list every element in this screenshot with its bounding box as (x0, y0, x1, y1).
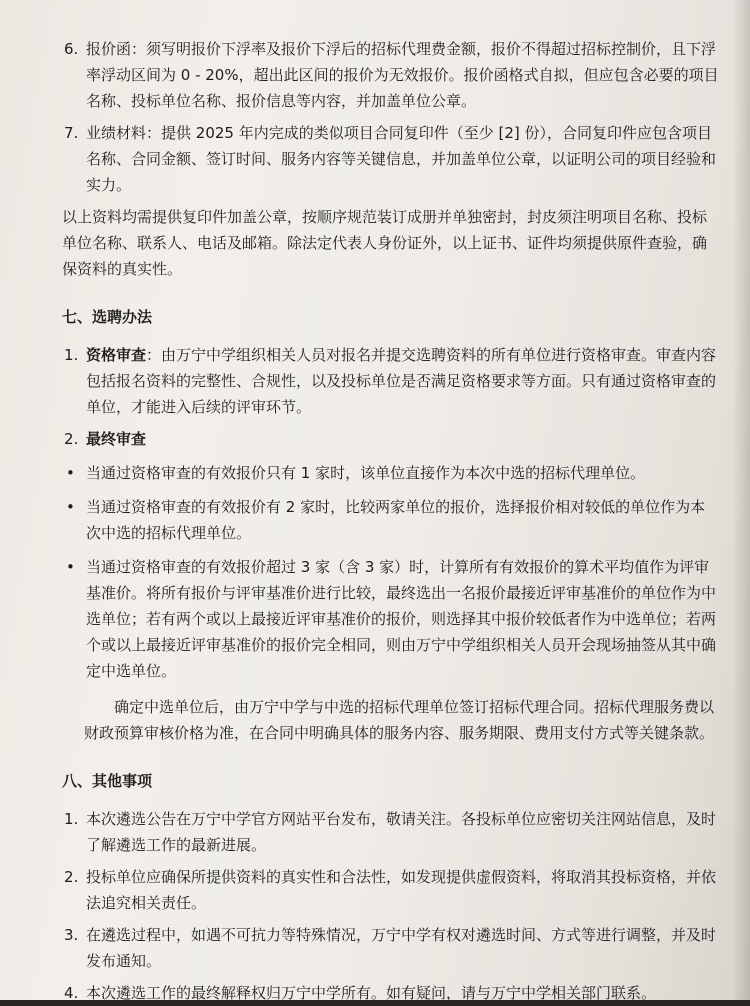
bullet-item (66, 494, 720, 546)
section-heading-selection-method: 七、选聘办法 (62, 308, 153, 326)
item-text: 投标单位应确保所提供资料的真实性和合法性，如发现提供虚假资料，将取消其投标资格，并依法追究相关责任。 (86, 868, 717, 912)
item-text: 本次遴选工作的最终解释权归万宁中学所有。如有疑问，请与万宁中学相关部门联系。 (86, 984, 657, 1002)
item-text: ：须写明报价下浮率及报价下浮后的招标代理费金额，报价不得超过招标控制价，且下浮率浮动区间为 0 - 20%，超出此区间的报价为无效报价。报价函格式自拟，但应包含必要的项目名称、投标单位名称、报价信息等内容，并加盖单位公章。 (86, 40, 719, 110)
item-number: 2. (64, 430, 79, 448)
list-item-interpretation (64, 980, 720, 1006)
materials-closing-paragraph: 以上资料均需提供复印件加盖公章，按顺序规范装订成册并单独密封，封皮须注明项目名称、投标单位名称、联系人、电话及邮箱。除法定代表人身份证外，以上证书、证件均须提供原件查验，确保资料的真实性。 (62, 208, 708, 278)
item-label: 最终审查 (86, 430, 147, 448)
item-number: 6. (64, 40, 79, 58)
item-number: 7. (64, 124, 79, 142)
item-number: 1. (64, 810, 79, 828)
list-item-announcement (64, 806, 720, 858)
bullet-text: 当通过资格审查的有效报价有 2 家时，比较两家单位的报价，选择报价相对较低的单位作为本次中选的招标代理单位。 (86, 498, 706, 542)
item-number: 3. (64, 926, 79, 944)
final-review-bullet-list (66, 460, 720, 684)
list-item-performance-materials (64, 120, 720, 198)
selection-closing-paragraph: 确定中选单位后，由万宁中学与中选的招标代理单位签订招标代理合同。招标代理服务费以财政预算审核价格为准，在合同中明确具体的服务内容、服务期限、费用支付方式等关键条款。 (84, 698, 715, 742)
list-item-authenticity (64, 864, 720, 916)
item-label: 业绩材料 (86, 124, 147, 142)
list-item-force-majeure (64, 922, 720, 974)
bullet-dot: • (66, 464, 75, 482)
item-number: 1. (64, 346, 79, 364)
section-heading-other-matters: 八、其他事项 (62, 772, 153, 790)
item-text: 在遴选过程中，如遇不可抗力等特殊情况，万宁中学有权对遴选时间、方式等进行调整，并及时发布通知。 (86, 926, 717, 970)
item-number: 2. (64, 868, 79, 886)
list-item-qualification-review (64, 342, 720, 420)
item-text: ：提供 2025 年内完成的类似项目合同复印件（至少 [2] 份），合同复印件应包含项目名称、合同金额、签订时间、服务内容等关键信息，并加盖单位公章，以证明公司的项目经验和实力。 (86, 124, 717, 194)
bullet-item (66, 460, 720, 486)
item-number: 4. (64, 984, 79, 1002)
bullet-text: 当通过资格审查的有效报价超过 3 家（含 3 家）时，计算所有有效报价的算术平均值作为评审基准价。将所有报价与评审基准价进行比较，最终选出一名报价最接近评审基准价的单位作为中选单位；若有两个或以上最接近评审基准价的报价，则选择其中报价较低者作为中选单位；若两个或以上最接近评审基准价的报价完全相同，则由万宁中学组织相关人员开会现场抽签从其中确定中选单位。 (86, 558, 717, 680)
list-item-final-review (64, 426, 720, 452)
list-item-quotation-letter (64, 36, 720, 114)
bullet-dot: • (66, 498, 75, 516)
bullet-dot: • (66, 558, 75, 576)
item-label: 报价函 (86, 40, 132, 58)
bullet-text: 当通过资格审查的有效报价只有 1 家时，该单位直接作为本次中选的招标代理单位。 (86, 464, 646, 482)
item-text: ：由万宁中学组织相关人员对报名并提交选聘资料的所有单位进行资格审查。审查内容包括报名资料的完整性、合规性，以及投标单位是否满足资格要求等方面。只有通过资格审查的单位，才能进入后续的评审环节。 (86, 346, 717, 416)
item-text: 本次遴选公告在万宁中学官方网站平台发布，敬请关注。各投标单位应密切关注网站信息，及时了解遴选工作的最新进展。 (86, 810, 717, 854)
bullet-item (66, 554, 720, 684)
item-label: 资格审查 (86, 346, 147, 364)
